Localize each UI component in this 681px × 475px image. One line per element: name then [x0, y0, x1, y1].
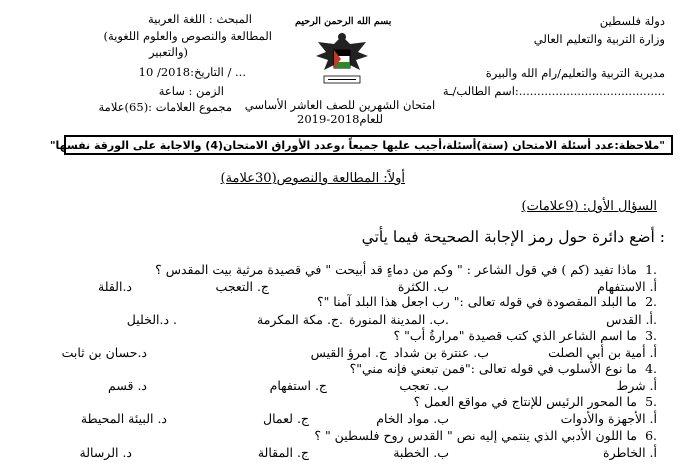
question-number: 3.: [645, 328, 657, 343]
ministry-name: وزارة التربية والتعليم العالي: [533, 32, 665, 46]
option-d[interactable]: د.حسان بن ثابت: [61, 345, 147, 360]
option-a[interactable]: أ. الاستفهام: [597, 279, 657, 294]
directorate-name: مديرية التربية والتعليم/رام الله والبيرة: [485, 66, 665, 80]
option-d[interactable]: د.القلة: [98, 279, 132, 294]
question1-instruction: أضع دائرة حول رمز الإجابة الصحيحة فيما يأتي :: [361, 228, 665, 246]
option-c[interactable]: ج. امرؤ القيس: [310, 345, 387, 360]
basmala: بسم الله الرحمن الرحيم: [295, 16, 392, 27]
option-a[interactable]: أ. أمية بن أبي الصلت: [548, 345, 657, 360]
question-number: 5.: [645, 394, 657, 409]
note-text: "ملاحظة:عدد أسئلة الامتحان (ستة)أسئلة،أجيب عليها جميعاً ،وعدد الأوراق الامتحان(4) والاجابة على الورقة نفسها": [49, 139, 665, 152]
option-d[interactable]: د.الخليل .: [126, 312, 177, 327]
option-a[interactable]: أ. شرط: [616, 378, 657, 393]
total-marks: مجموع العلامات :(65)علامة: [98, 100, 232, 114]
option-c[interactable]: ج. استفهام: [269, 378, 327, 393]
option-a[interactable]: أ. الأجهزة والأدوات: [560, 411, 657, 426]
option-b[interactable]: ب. الخطبة: [393, 445, 449, 460]
state-name: دولة فلسطين: [599, 14, 665, 28]
exam-date: التاريخ:2018/ 10 / ...: [138, 65, 246, 79]
option-b[interactable]: ب. المدينة المنورة.: [348, 312, 449, 327]
question-text: ما اللون الأدبي الذي ينتمي إليه نص " القدس روح فلسطين " ؟: [314, 428, 637, 443]
question1-title: السؤال الأول: (9علامات): [521, 199, 657, 214]
option-b[interactable]: ب. الكثرة: [397, 279, 449, 294]
question-text: ماذا تفيد (كم ) في قول الشاعر : " وكم من دماءٍ قد أبيحت " في قصيدة مرثية بيت المقدس ؟: [155, 262, 637, 277]
option-b[interactable]: ب. عنترة بن شداد: [393, 345, 489, 360]
question-number: 1.: [645, 262, 657, 277]
question-number: 4.: [645, 361, 657, 376]
question-text: ما المحور الرئيس للإنتاج في مواقع العمل ؟: [413, 394, 637, 409]
option-c[interactable]: ج. لعمال: [263, 411, 309, 426]
option-d[interactable]: د. البيئة المحيطة: [80, 411, 167, 426]
option-b[interactable]: ب. تعجب: [399, 378, 449, 393]
option-c[interactable]: ج. التعجب: [215, 279, 269, 294]
question-text: ما البلد المقصودة في قوله تعالى :" رب اجعل هذا البلد آمنا "؟: [316, 294, 637, 309]
exam-year: للعام2018-2019: [297, 112, 383, 126]
question-number: 6.: [645, 428, 657, 443]
subject-branch-2: والتعبير): [148, 45, 188, 59]
student-name-field: اسم الطالب/ـة:........................................: [442, 84, 665, 98]
option-a[interactable]: أ. القدس.: [606, 312, 657, 327]
note-box: [49, 135, 673, 155]
subject-branch: (المطالعة والنصوص والعلوم اللغوية: [103, 29, 272, 43]
option-a[interactable]: أ. الخاطرة: [603, 445, 657, 460]
option-c[interactable]: ج. مكة المكرمة.: [257, 312, 343, 327]
option-d[interactable]: د. الرسالة: [79, 445, 132, 460]
question-text: ما نوع الأسلوب في قوله تعالى :"فمن تبعني فإنه مني"؟: [349, 361, 637, 376]
option-c[interactable]: ج. المقالة: [257, 445, 309, 460]
exam-title: امتحان الشهرين للصف العاشر الأساسي: [244, 98, 436, 112]
palestine-emblem-icon: [312, 30, 372, 92]
question-number: 2.: [645, 294, 657, 309]
section-title: أولاً: المطالعة والنصوص(30علامة): [220, 171, 405, 186]
subject: المبحث : اللغة العربية: [147, 12, 252, 26]
option-b[interactable]: ب. مواد الخام: [376, 411, 449, 426]
exam-time: الزمن : ساعة: [158, 84, 224, 98]
option-d[interactable]: د. قسم: [108, 378, 147, 393]
question-text: ما اسم الشاعر الذي كتب قصيدة "مرارةُ أب" ؟: [393, 328, 637, 343]
